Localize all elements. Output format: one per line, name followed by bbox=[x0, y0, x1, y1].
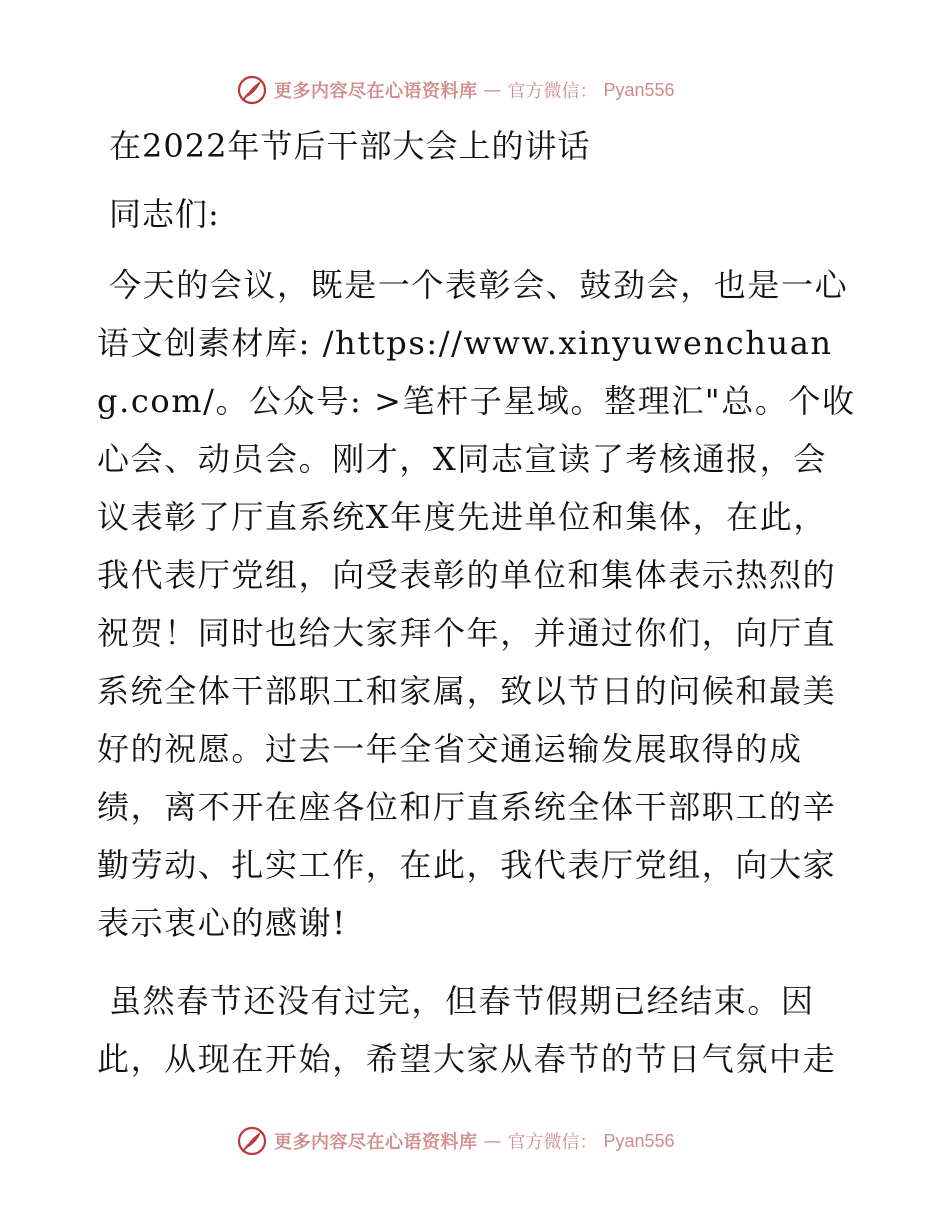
feather-pen-logo-icon bbox=[236, 74, 268, 106]
watermark-separator: — bbox=[483, 1130, 502, 1152]
watermark-separator: — bbox=[483, 79, 502, 101]
footer-watermark bbox=[236, 1124, 716, 1158]
watermark-main-text: 更多内容尽在心语资料库 bbox=[274, 1132, 478, 1153]
watermark-wechat-id: Pyan556 bbox=[603, 79, 675, 100]
document-greeting: 同志们: bbox=[109, 195, 220, 233]
watermark-official-label: 官方微信： bbox=[507, 81, 598, 102]
document-paragraph-2: 虽然春节还没有过完，但春节假期已经结束。因此，从现在开始，希望大家从春节的节日气氛中走 bbox=[97, 982, 837, 1078]
document-body bbox=[97, 124, 857, 1088]
feather-pen-logo-icon bbox=[236, 1125, 268, 1157]
header-watermark bbox=[236, 73, 716, 107]
document-paragraph-1: 今天的会议，既是一个表彰会、鼓劲会，也是一心语文创素材库: /https://www.xinyuwenchuang.com/。公众号: >笔杆子星域。整理汇"总。个收心会、动员会。刚才，X同志宣读了考核通报，会议表彰了厅直系统X年度先进单位和集体，在此，我代表厅党组，向受表彰的单位和集体表示热烈的祝贺！同时也给大家拜个年，并通过你们，向厅直系统全体干部职工和家属，致以节日的问候和最美好的祝愿。过去一年全省交通运输发展取得的成绩，离不开在座各位和厅直系统全体干部职工的辛勤劳动、扎实工作，在此，我代表厅党组，向大家表示衷心的感谢! bbox=[97, 266, 856, 942]
document-title: 在2022年节后干部大会上的讲话 bbox=[109, 127, 591, 165]
watermark-official-label: 官方微信： bbox=[507, 1132, 598, 1153]
watermark-wechat-id: Pyan556 bbox=[603, 1130, 675, 1151]
watermark-main-text: 更多内容尽在心语资料库 bbox=[274, 81, 478, 102]
